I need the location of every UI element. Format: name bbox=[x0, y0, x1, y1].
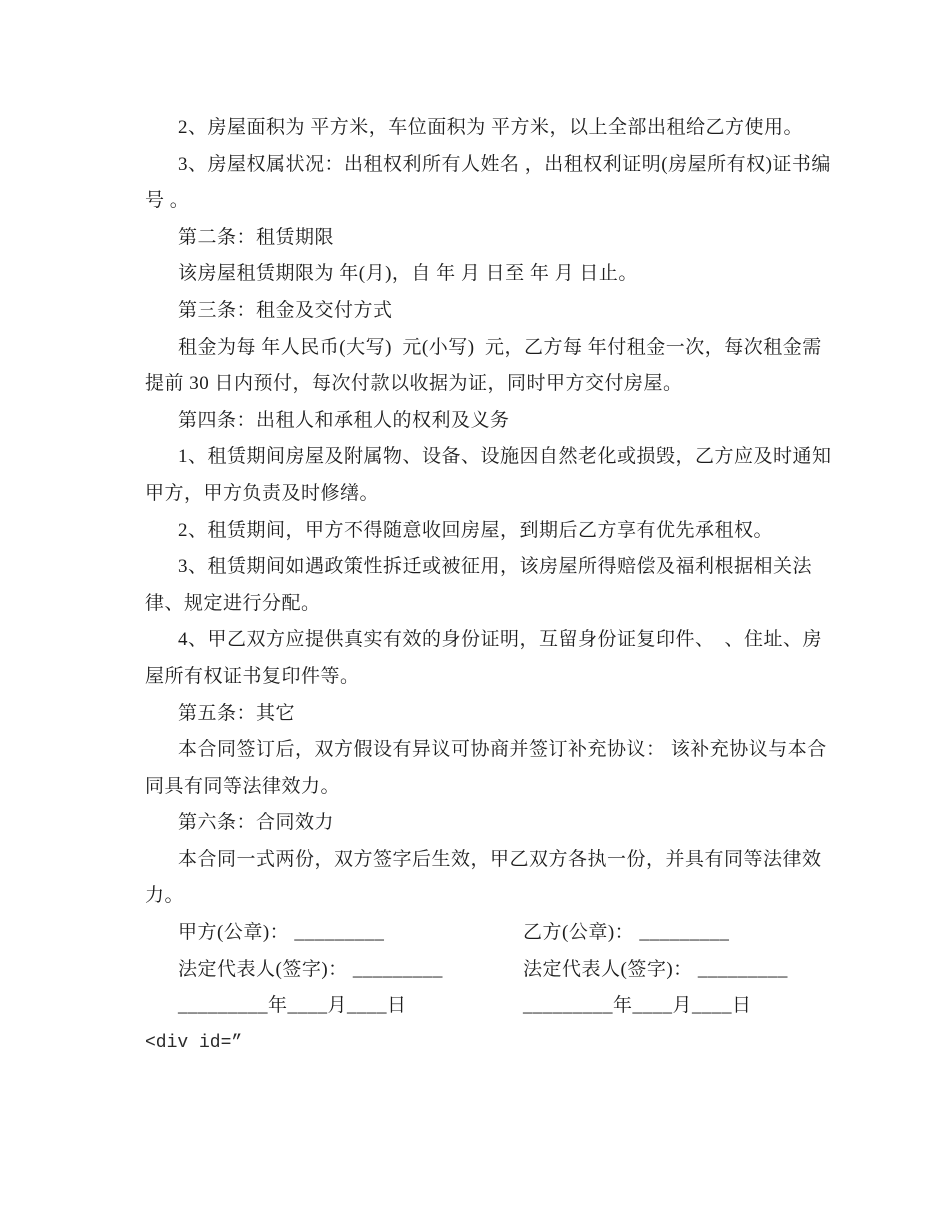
contract-line: 力。 bbox=[145, 885, 185, 907]
signature-row bbox=[145, 952, 850, 989]
contract-line: 本合同签订后，双方假设有异议可协商并签订补充协议： 该补充协议与本合 bbox=[178, 739, 827, 761]
html-fragment-text: <div id=” bbox=[145, 1032, 243, 1053]
party-b-signature-field: _________年____月____日 bbox=[523, 995, 752, 1017]
contract-line: 第五条：其它 bbox=[178, 702, 296, 724]
document-page bbox=[145, 110, 850, 1061]
contract-line: 1、租赁期间房屋及附属物、设备、设施因自然老化或损毁，乙方应及时通知 bbox=[178, 446, 832, 468]
party-b-signature-field: 法定代表人(签字)： _________ bbox=[523, 958, 788, 980]
contract-line: 律、规定进行分配。 bbox=[145, 592, 321, 614]
contract-line: 租金为每 年人民币(大写) 元(小写) 元，乙方每 年付租金一次，每次租金需 bbox=[178, 336, 822, 358]
party-a-signature-field: 法定代表人(签字)： _________ bbox=[178, 958, 443, 980]
party-a-signature-field: 甲方(公章)： _________ bbox=[178, 922, 385, 944]
contract-line: 2、租赁期间，甲方不得随意收回房屋，到期后乙方享有优先承租权。 bbox=[178, 519, 774, 541]
contract-line: 该房屋租赁期限为 年(月)，自 年 月 日至 年 月 日止。 bbox=[178, 263, 638, 285]
contract-line: 屋所有权证书复印件等。 bbox=[145, 665, 360, 687]
contract-line: 2、房屋面积为 平方米，车位面积为 平方米，以上全部出租给乙方使用。 bbox=[178, 117, 804, 138]
contract-line: 第三条：租金及交付方式 bbox=[178, 299, 393, 321]
contract-line: 号 。 bbox=[145, 190, 190, 212]
contract-line: 本合同一式两份，双方签字后生效，甲乙双方各执一份，并具有同等法律效 bbox=[178, 848, 822, 870]
signature-block bbox=[145, 915, 850, 1025]
party-a-signature-field: _________年____月____日 bbox=[178, 995, 407, 1017]
signature-row bbox=[145, 988, 850, 1025]
contract-body bbox=[145, 110, 850, 915]
contract-line: 3、租赁期间如遇政策性拆迁或被征用，该房屋所得赔偿及福利根据相关法 bbox=[178, 556, 813, 578]
signature-row bbox=[145, 915, 850, 952]
party-b-signature-field: 乙方(公章)： _________ bbox=[523, 922, 730, 944]
contract-line: 提前 30 日内预付，每次付款以收据为证，同时甲方交付房屋。 bbox=[145, 373, 683, 395]
contract-line: 甲方，甲方负责及时修缮。 bbox=[145, 482, 380, 504]
contract-line: 第四条：出租人和承租人的权利及义务 bbox=[178, 409, 510, 431]
contract-line: 第六条：合同效力 bbox=[178, 812, 335, 834]
contract-line: 4、甲乙双方应提供真实有效的身份证明，互留身份证复印件、 、住址、房 bbox=[178, 629, 823, 651]
contract-line: 同具有同等法律效力。 bbox=[145, 775, 341, 797]
contract-line: 第二条：租赁期限 bbox=[178, 226, 335, 248]
contract-line: 3、房屋权属状况：出租权利所有人姓名 ，出租权利证明(房屋所有权)证书编 bbox=[178, 153, 831, 175]
